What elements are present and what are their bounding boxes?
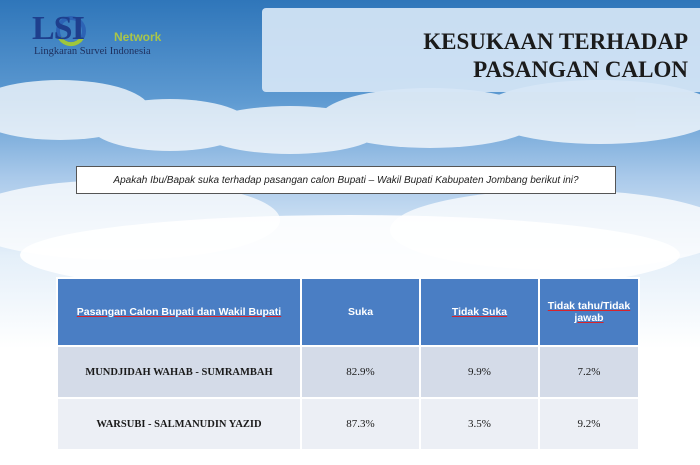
column-header-pasangan: Pasangan Calon Bupati dan Wakil Bupati [57,278,301,346]
cell-suka: 82.9% [301,346,420,398]
survey-question: Apakah Ibu/Bapak suka terhadap pasangan calon Bupati – Wakil Bupati Kabupaten Jombang berikut ini? [76,166,616,194]
table-row [57,398,639,450]
cell-tidak-suka: 3.5% [420,398,539,450]
page-title [423,28,688,84]
lsi-logo [32,12,182,60]
logo-subtitle: Lingkaran Survei Indonesia [34,46,151,57]
title-panel [262,8,700,92]
column-header-tidak-suka: Tidak Suka [420,278,539,346]
logo-network-text: Network [114,30,162,44]
cell-tidak-tahu: 7.2% [539,346,639,398]
results-table [56,277,640,451]
title-line-1: KESUKAAN TERHADAP [423,29,688,54]
column-header-tidak-tahu: Tidak tahu/Tidak jawab [539,278,639,346]
column-header-suka: Suka [301,278,420,346]
title-line-2: PASANGAN CALON [473,57,688,82]
cell-candidate-name: WARSUBI - SALMANUDIN YAZID [57,398,301,450]
cell-candidate-name: MUNDJIDAH WAHAB - SUMRAMBAH [57,346,301,398]
logo-mark: LSI [32,10,84,47]
cell-tidak-suka: 9.9% [420,346,539,398]
table-header-row [57,278,639,346]
cell-suka: 87.3% [301,398,420,450]
cell-tidak-tahu: 9.2% [539,398,639,450]
table-row [57,346,639,398]
